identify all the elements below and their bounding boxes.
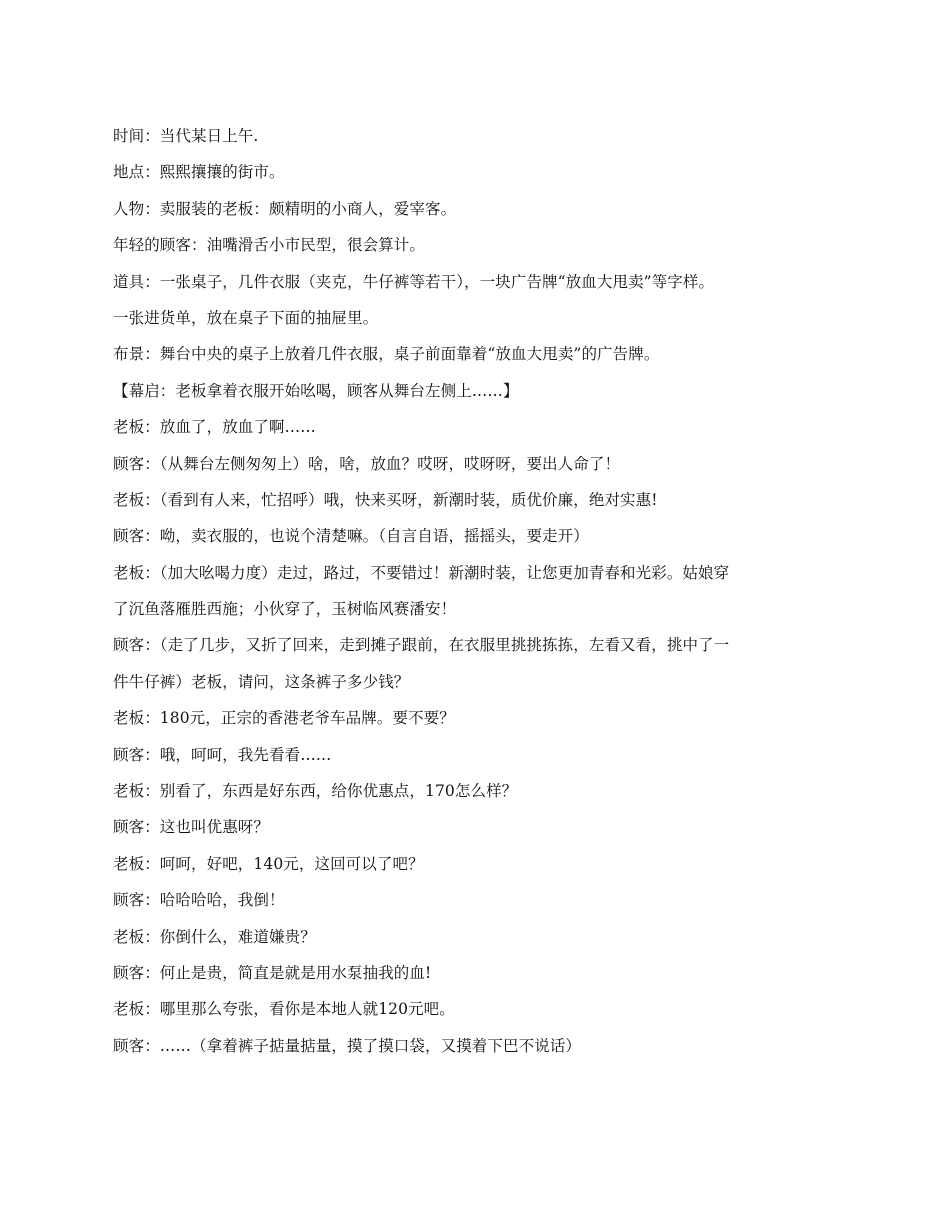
text-line-characters: 人物：卖服装的老板：颇精明的小商人，爱宰客。 <box>113 199 457 218</box>
text-line-props: 道具：一张桌子，几件衣服（夹克，牛仔裤等若干），一块广告牌“放血大甩卖”等字样。 <box>113 272 715 291</box>
dialogue-line: 老板：呵呵，好吧，140元，这回可以了吧？ <box>113 854 424 873</box>
text-line-curtain: 【幕启：老板拿着衣服开始吆喝，顾客从舞台左侧上……】 <box>113 381 519 400</box>
dialogue-line: 老板：（看到有人来，忙招呼）哦，快来买呀，新潮时装，质优价廉，绝对实惠! <box>113 490 658 509</box>
dialogue-line: 顾客：哦，呵呵，我先看看…… <box>113 745 332 764</box>
dialogue-line: 老板：哪里那么夸张，看你是本地人就120元吧。 <box>113 1000 455 1019</box>
dialogue-line: 老板：放血了，放血了啊…… <box>113 418 316 437</box>
dialogue-line: 顾客：哈哈哈哈，我倒！ <box>113 891 285 910</box>
dialogue-line: 顾客：何止是贵，简直是就是用水泵抽我的血! <box>113 963 432 982</box>
dialogue-line: 顾客：……（拿着裤子掂量掂量，摸了摸口袋，又摸着下巴不说话） <box>113 1036 582 1055</box>
text-line-scenery: 布景：舞台中央的桌子上放着几件衣服，桌子前面靠着“放血大甩卖”的广告牌。 <box>113 345 660 364</box>
script-text <box>113 118 853 1064</box>
dialogue-line: 顾客：这也叫优惠呀？ <box>113 818 270 837</box>
dialogue-line: 老板：你倒什么，难道嫌贵？ <box>113 927 316 946</box>
dialogue-line: 顾客：呦，卖衣服的，也说个清楚嘛。（自言自语，摇摇头，要走开） <box>113 527 589 546</box>
dialogue-line: 顾客：（从舞台左侧匆匆上）啥，啥，放血？哎呀，哎呀呀，要出人命了！ <box>113 454 621 473</box>
text-line-time: 时间：当代某日上午. <box>113 127 259 145</box>
dialogue-line: 顾客：（走了几步，又折了回来，走到摊子跟前，在衣服里挑挑拣拣，左看又看，挑中了一 <box>113 636 730 655</box>
text-line-customer-desc: 年轻的顾客：油嘴滑舌小市民型，很会算计。 <box>113 236 426 255</box>
dialogue-line: 老板：180元，正宗的香港老爷车品牌。要不要？ <box>113 709 455 728</box>
text-line-props-cont: 一张进货单，放在桌子下面的抽屉里。 <box>113 308 379 327</box>
text-line-place: 地点：熙熙攘攘的街市。 <box>113 163 285 182</box>
dialogue-line: 了沉鱼落雁胜西施；小伙穿了，玉树临风赛潘安！ <box>113 600 457 619</box>
dialogue-line: 老板：（加大吆喝力度）走过，路过，不要错过！新潮时装，让您更加青春和光彩。姑娘穿 <box>113 563 730 582</box>
dialogue-line: 老板：别看了，东西是好东西，给你优惠点，170怎么样？ <box>113 782 518 801</box>
dialogue-line: 件牛仔裤）老板，请问，这条裤子多少钱？ <box>113 672 410 691</box>
